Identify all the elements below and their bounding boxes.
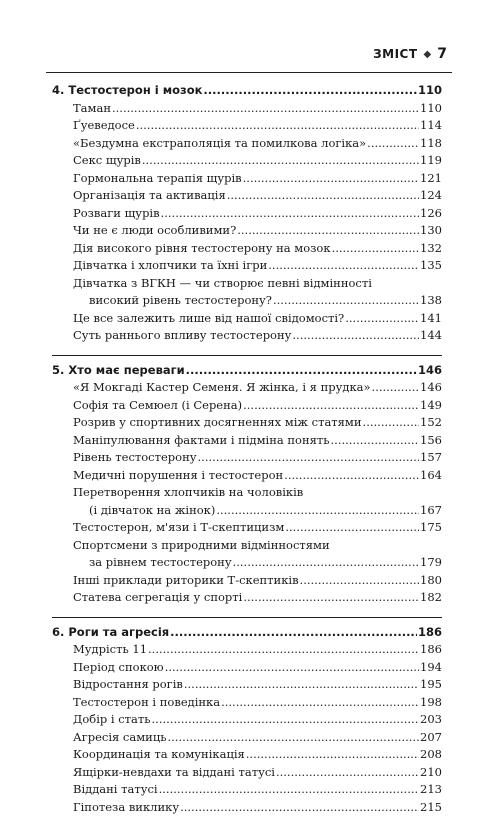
entry-title: Софія та Семюел (і Серена) — [73, 397, 243, 412]
chapter-page: 110 — [417, 83, 442, 97]
entry-page: 114 — [420, 118, 442, 132]
dot-leader — [243, 397, 419, 415]
entry-page: 157 — [420, 450, 442, 464]
toc-entry[interactable] — [52, 781, 442, 799]
toc-entry[interactable] — [52, 327, 442, 345]
entry-page: 180 — [420, 572, 442, 587]
entry-page: 182 — [420, 590, 442, 604]
chapter-heading[interactable] — [52, 362, 442, 380]
dot-leader — [112, 100, 419, 118]
diamond-icon: ◆ — [423, 48, 432, 60]
entry-title: Ґуеведосе — [73, 118, 135, 132]
entry-page: 149 — [420, 397, 442, 412]
toc-entry[interactable] — [52, 746, 442, 764]
toc-entry[interactable] — [52, 799, 442, 817]
entry-title-line1: Спортсмени з природними відмінностями — [73, 537, 330, 552]
entry-page: 141 — [420, 310, 442, 325]
header-rule — [46, 72, 452, 73]
dot-leader — [273, 292, 419, 310]
entry-page: 124 — [420, 188, 442, 202]
entry-page: 194 — [420, 659, 442, 674]
dot-leader — [170, 624, 417, 642]
entry-title: Період спокою — [73, 659, 164, 674]
chapter-section — [52, 82, 442, 345]
entry-title: Агресія самиць — [73, 729, 167, 744]
toc-entry[interactable] — [52, 449, 442, 467]
entry-title: Розваги щурів — [73, 205, 160, 220]
dot-leader — [300, 572, 420, 590]
running-head-title: ЗМІСТ — [373, 47, 418, 61]
toc-entry[interactable] — [52, 519, 442, 537]
entry-page: 210 — [420, 764, 442, 779]
dot-leader — [285, 519, 419, 537]
entry-title: Інші приклади риторики Т-скептиків — [73, 572, 299, 587]
chapter-page: 146 — [417, 362, 442, 377]
entry-title-line2: високий рівень тестостерону? — [89, 293, 272, 307]
toc-entry[interactable] — [52, 659, 442, 677]
chapter-section — [52, 617, 442, 817]
entry-page: 132 — [420, 240, 442, 255]
chapter-section — [52, 355, 442, 607]
entry-page: 146 — [420, 380, 442, 394]
entry-page: 130 — [420, 223, 442, 237]
entry-page: 152 — [420, 415, 442, 429]
toc-entry[interactable] — [52, 152, 442, 170]
toc-entry[interactable] — [52, 694, 442, 712]
toc-entry[interactable] — [52, 676, 442, 694]
chapter-title: 4. Тестостерон і мозок — [52, 83, 203, 97]
dot-leader — [221, 694, 419, 712]
dot-leader — [136, 117, 419, 135]
entry-page: 138 — [420, 293, 442, 307]
dot-leader — [184, 676, 419, 694]
entry-title: Гіпотеза виклику — [73, 799, 180, 814]
dot-leader — [152, 711, 420, 729]
entry-page: 213 — [420, 782, 442, 796]
toc-entry[interactable] — [52, 310, 442, 328]
toc-entry[interactable] — [52, 397, 442, 415]
entry-page: 175 — [420, 520, 442, 534]
dot-leader — [165, 659, 419, 677]
dot-leader — [284, 467, 419, 485]
entry-title: Організація та активація — [73, 188, 226, 202]
dot-leader — [345, 310, 419, 328]
entry-title-line1: Перетворення хлопчиків на чоловіків — [73, 485, 304, 499]
toc-entry[interactable] — [52, 170, 442, 188]
dot-leader — [332, 240, 419, 258]
entry-title: «Я Мокгаді Кастер Семеня. Я жінка, і я прудка» — [73, 380, 371, 394]
entry-title: Добір і стать — [73, 712, 151, 726]
dot-leader — [227, 187, 419, 205]
entry-page: 186 — [420, 642, 442, 656]
toc-entry[interactable] — [52, 379, 442, 397]
dot-leader — [186, 362, 417, 380]
chapter-heading[interactable] — [52, 624, 442, 642]
entry-page: 195 — [420, 677, 442, 691]
entry-title: Це все залежить лише від нашої свідомості? — [73, 310, 345, 325]
entry-title: Суть раннього впливу тестостерону — [73, 328, 292, 342]
entry-page: 144 — [420, 328, 442, 342]
dot-leader — [198, 449, 420, 467]
toc-entry[interactable] — [52, 275, 442, 310]
entry-title-line1: Дівчатка з ВГКН — чи створює певні відмінності — [73, 275, 372, 290]
entry-page: 119 — [420, 153, 442, 167]
entry-title: Чи не є люди особливими? — [73, 223, 237, 237]
toc-entry[interactable] — [52, 589, 442, 607]
toc-entry[interactable] — [52, 711, 442, 729]
dot-leader — [203, 82, 417, 100]
entry-page: 207 — [420, 729, 442, 744]
entry-title: Тестостерон і поведінка — [73, 694, 221, 709]
dot-leader — [180, 799, 419, 817]
dot-leader — [292, 327, 419, 345]
toc-entry[interactable] — [52, 467, 442, 485]
entry-title: Секс щурів — [73, 153, 141, 167]
toc-entry[interactable] — [52, 572, 442, 590]
entry-title-line2: (і дівчаток на жінок) — [89, 502, 216, 517]
toc-entry[interactable] — [52, 205, 442, 223]
entry-title: Відростання рогів — [73, 677, 183, 691]
dot-leader — [233, 554, 419, 572]
dot-leader — [243, 589, 419, 607]
dot-leader — [216, 502, 419, 520]
entry-title: Таман — [73, 100, 111, 115]
entry-page: 167 — [420, 502, 442, 517]
toc-entry[interactable] — [52, 257, 442, 275]
entry-page: 121 — [420, 170, 442, 185]
toc-entry[interactable] — [52, 414, 442, 432]
dot-leader — [363, 414, 420, 432]
entry-page: 179 — [420, 555, 442, 569]
chapter-title: 5. Хто має переваги — [52, 362, 185, 377]
dot-leader — [168, 729, 420, 747]
toc-entry[interactable] — [52, 484, 442, 519]
entry-page: 164 — [420, 467, 442, 482]
entry-page: 135 — [420, 258, 442, 272]
toc-entry[interactable] — [52, 729, 442, 747]
toc-entry[interactable] — [52, 117, 442, 135]
entry-title: Дівчатка і хлопчики та їхні ігри — [73, 258, 268, 272]
entry-title: «Бездумна екстраполяція та помилкова логіка» — [73, 135, 367, 150]
chapter-heading[interactable] — [52, 82, 442, 100]
toc-entry[interactable] — [52, 641, 442, 659]
dot-leader — [159, 781, 419, 799]
toc-entry[interactable] — [52, 432, 442, 450]
toc-entry[interactable] — [52, 222, 442, 240]
toc-entry[interactable] — [52, 100, 442, 118]
dot-leader — [237, 222, 419, 240]
dot-leader — [161, 205, 419, 223]
entry-title: Віддані татусі — [73, 782, 158, 796]
dot-leader — [142, 152, 419, 170]
entry-title: Медичні порушення і тестостерон — [73, 467, 284, 482]
page-number: 7 — [437, 46, 447, 62]
dot-leader — [268, 257, 419, 275]
dot-leader — [367, 135, 419, 153]
entry-page: 126 — [420, 205, 442, 220]
table-of-contents — [52, 82, 442, 826]
dot-leader — [276, 764, 419, 782]
entry-page: 215 — [420, 799, 442, 814]
entry-title: Мудрість 11 — [73, 642, 148, 656]
chapter-title: 6. Роги та агресія — [52, 624, 170, 639]
entry-title: Маніпулювання фактами і підміна понять — [73, 432, 330, 447]
entry-page: 156 — [420, 432, 442, 447]
toc-entry[interactable] — [52, 764, 442, 782]
toc-entry[interactable] — [52, 135, 442, 153]
entry-title: Ящірки-невдахи та віддані татусі — [73, 764, 275, 779]
entry-page: 208 — [420, 747, 442, 761]
dot-leader — [246, 746, 419, 764]
toc-entry[interactable] — [52, 240, 442, 258]
entry-page: 198 — [420, 694, 442, 709]
entry-page: 110 — [420, 100, 442, 115]
chapter-page: 186 — [417, 624, 442, 639]
entry-title: Статева сегрегація у спорті — [73, 590, 243, 604]
dot-leader — [372, 379, 420, 397]
running-head — [373, 46, 447, 62]
entry-title: Тестостерон, м'язи і Т-скептицизм — [73, 520, 285, 534]
entry-page: 203 — [420, 712, 442, 726]
entry-title: Розрив у спортивних досягненнях між статями — [73, 415, 362, 429]
entry-title: Координація та комунікація — [73, 747, 245, 761]
toc-entry[interactable] — [52, 187, 442, 205]
entry-title: Дія високого рівня тестостерону на мозок — [73, 240, 331, 255]
entry-title-line2: за рівнем тестостерону — [89, 555, 232, 569]
entry-title: Гормональна терапія щурів — [73, 170, 242, 185]
toc-entry[interactable] — [52, 537, 442, 572]
dot-leader — [243, 170, 419, 188]
entry-page: 118 — [420, 135, 442, 150]
dot-leader — [148, 641, 419, 659]
entry-title: Рівень тестостерону — [73, 450, 197, 464]
dot-leader — [331, 432, 420, 450]
